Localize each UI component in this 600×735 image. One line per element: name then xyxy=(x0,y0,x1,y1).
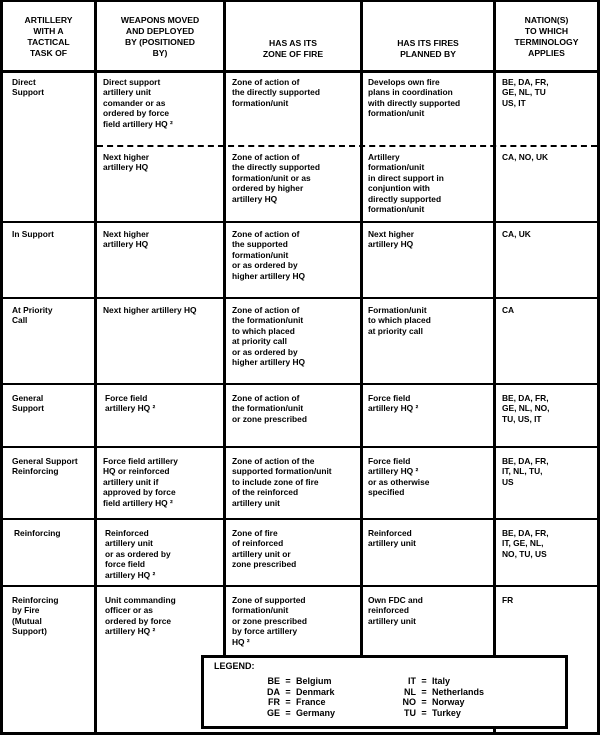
legend-entry xyxy=(260,687,335,698)
zone-direct-support: Zone of action of the directly supported formation/unit xyxy=(232,77,320,108)
legend-abbr: NL xyxy=(404,686,416,697)
positioned-by-at-priority-call: Next higher artillery HQ xyxy=(103,305,197,315)
legend-country: Turkey xyxy=(432,707,461,718)
nations-reinforcing-by-fire: FR xyxy=(502,595,514,605)
legend-entry xyxy=(396,708,461,719)
planned-by-direct-support: Develops own fire plans in coordination with directly supported formation/unit xyxy=(368,77,461,119)
table-border-left xyxy=(0,0,3,735)
nations-direct-support-alt: CA, NO, UK xyxy=(502,152,549,162)
legend-abbr: IT xyxy=(408,676,416,686)
legend-country: Belgium xyxy=(296,676,332,686)
legend-entry xyxy=(260,676,332,687)
positioned-by-general-support-reinforcing: Force field artillery HQ or reinforced artillery unit if approved by force field artillery HQ ² xyxy=(103,456,178,508)
zone-direct-support-alt: Zone of action of the directly supported formation/unit or as ordered by higher artillery HQ xyxy=(232,152,320,204)
legend-entry xyxy=(396,687,484,698)
planned-by-general-support: Force field artillery HQ ² xyxy=(368,393,419,414)
positioned-by-in-support: Next higher artillery HQ xyxy=(103,229,150,250)
legend-eq: = xyxy=(285,707,291,718)
column-divider-1 xyxy=(94,0,97,735)
legend-eq: = xyxy=(421,697,427,707)
zone-general-support-reinforcing: Zone of action of the supported formation/unit to include zone of fire of the reinforced artillery unit xyxy=(232,456,332,508)
row-divider-3 xyxy=(0,297,600,299)
header-fires-planned-by: HAS ITS FIRES PLANNED BY xyxy=(397,38,459,59)
legend-abbr: GE xyxy=(266,707,280,718)
zone-reinforcing-by-fire: Zone of supported formation/unit or zone prescribed by force artillery HQ ² xyxy=(232,595,307,647)
planned-by-at-priority-call: Formation/unit to which placed at priority call xyxy=(368,305,431,336)
header-positioned-by: WEAPONS MOVED AND DEPLOYED BY (POSITIONED BY) xyxy=(120,15,200,58)
legend-entry xyxy=(396,697,465,708)
task-direct-support: Direct Support xyxy=(12,77,45,98)
legend-box xyxy=(201,655,568,729)
nations-general-support: BE, DA, FR, GE, NL, NO, TU, US, IT xyxy=(502,393,550,424)
row-divider-7 xyxy=(0,585,600,587)
positioned-by-general-support: Force field artillery HQ ² xyxy=(105,393,156,414)
nations-at-priority-call: CA xyxy=(502,305,515,315)
nations-reinforcing: BE, DA, FR, IT, GE, NL, NO, TU, US xyxy=(502,528,549,559)
zone-at-priority-call: Zone of action of the formation/unit to which placed at priority call or as ordered by higher artillery HQ xyxy=(232,305,306,368)
zone-reinforcing: Zone of fire of reinforced artillery unit or zone prescribed xyxy=(232,528,297,570)
legend-country: Germany xyxy=(296,707,336,718)
nations-direct-support: BE, DA, FR, GE, NL, TU US, IT xyxy=(502,77,549,108)
legend-abbr: FR xyxy=(268,697,280,707)
legend-entry xyxy=(396,676,450,687)
task-reinforcing: Reinforcing xyxy=(14,528,61,538)
direct-support-subrow-divider xyxy=(97,145,597,147)
legend-country: Denmark xyxy=(296,686,335,697)
row-divider-4 xyxy=(0,383,600,385)
legend-eq: = xyxy=(285,697,291,707)
legend-eq: = xyxy=(421,676,427,686)
task-in-support: In Support xyxy=(12,229,54,239)
header-divider xyxy=(0,70,600,73)
positioned-by-reinforcing-by-fire: Unit commanding officer or as ordered by force artillery HQ ² xyxy=(105,595,176,637)
header-nations: NATION(S) TO WHICH TERMINOLOGY APPLIES xyxy=(514,15,579,58)
legend-country: Italy xyxy=(432,676,451,686)
planned-by-general-support-reinforcing: Force field artillery HQ ² or as otherwise specified xyxy=(368,456,430,498)
positioned-by-reinforcing: Reinforced artillery unit or as ordered by force field artillery HQ ² xyxy=(105,528,171,580)
planned-by-in-support: Next higher artillery HQ xyxy=(368,229,415,250)
legend-entry xyxy=(260,708,335,719)
legend-abbr: DA xyxy=(267,686,280,697)
column-divider-2 xyxy=(223,0,226,655)
header-zone-of-fire: HAS AS ITS ZONE OF FIRE xyxy=(262,38,324,59)
legend-abbr: TU xyxy=(404,707,416,718)
task-general-support-reinforcing: General Support Reinforcing xyxy=(12,456,78,477)
nations-general-support-reinforcing: BE, DA, FR, IT, NL, TU, US xyxy=(502,456,549,487)
legend-abbr: BE xyxy=(267,676,280,686)
legend-eq: = xyxy=(285,686,291,697)
task-at-priority-call: At Priority Call xyxy=(12,305,53,326)
legend-title: LEGEND: xyxy=(214,661,255,671)
legend-eq: = xyxy=(421,707,427,718)
nations-in-support: CA, UK xyxy=(502,229,531,239)
planned-by-reinforcing: Reinforced artillery unit xyxy=(368,528,416,549)
legend-eq: = xyxy=(421,686,427,697)
zone-general-support: Zone of action of the formation/unit or zone prescribed xyxy=(232,393,307,424)
task-reinforcing-by-fire: Reinforcing by Fire (Mutual Support) xyxy=(12,595,59,637)
table-border-top xyxy=(0,0,600,2)
row-divider-2 xyxy=(0,221,600,223)
task-general-support: General Support xyxy=(12,393,45,414)
positioned-by-direct-support-alt: Next higher artillery HQ xyxy=(103,152,150,173)
header-tactical-task: ARTILLERY WITH A TACTICAL TASK OF xyxy=(24,15,73,58)
column-divider-3 xyxy=(360,0,363,655)
legend-entry xyxy=(260,697,326,708)
planned-by-direct-support-alt: Artillery formation/unit in direct support in conjuntion with directly supported formation/unit xyxy=(368,152,444,215)
row-divider-6 xyxy=(0,518,600,520)
column-divider-4 xyxy=(493,0,496,655)
legend-country: Norway xyxy=(432,697,465,707)
row-divider-5 xyxy=(0,446,600,448)
legend-abbr: NO xyxy=(402,697,416,707)
legend-eq: = xyxy=(285,676,291,686)
legend-country: Netherlands xyxy=(432,686,485,697)
planned-by-reinforcing-by-fire: Own FDC and reinforced artillery unit xyxy=(368,595,423,626)
positioned-by-direct-support: Direct support artillery unit comander or as ordered by force field artillery HQ ² xyxy=(103,77,173,129)
zone-in-support: Zone of action of the supported formation/unit or as ordered by higher artillery HQ xyxy=(232,229,306,281)
legend-country: France xyxy=(296,697,326,707)
